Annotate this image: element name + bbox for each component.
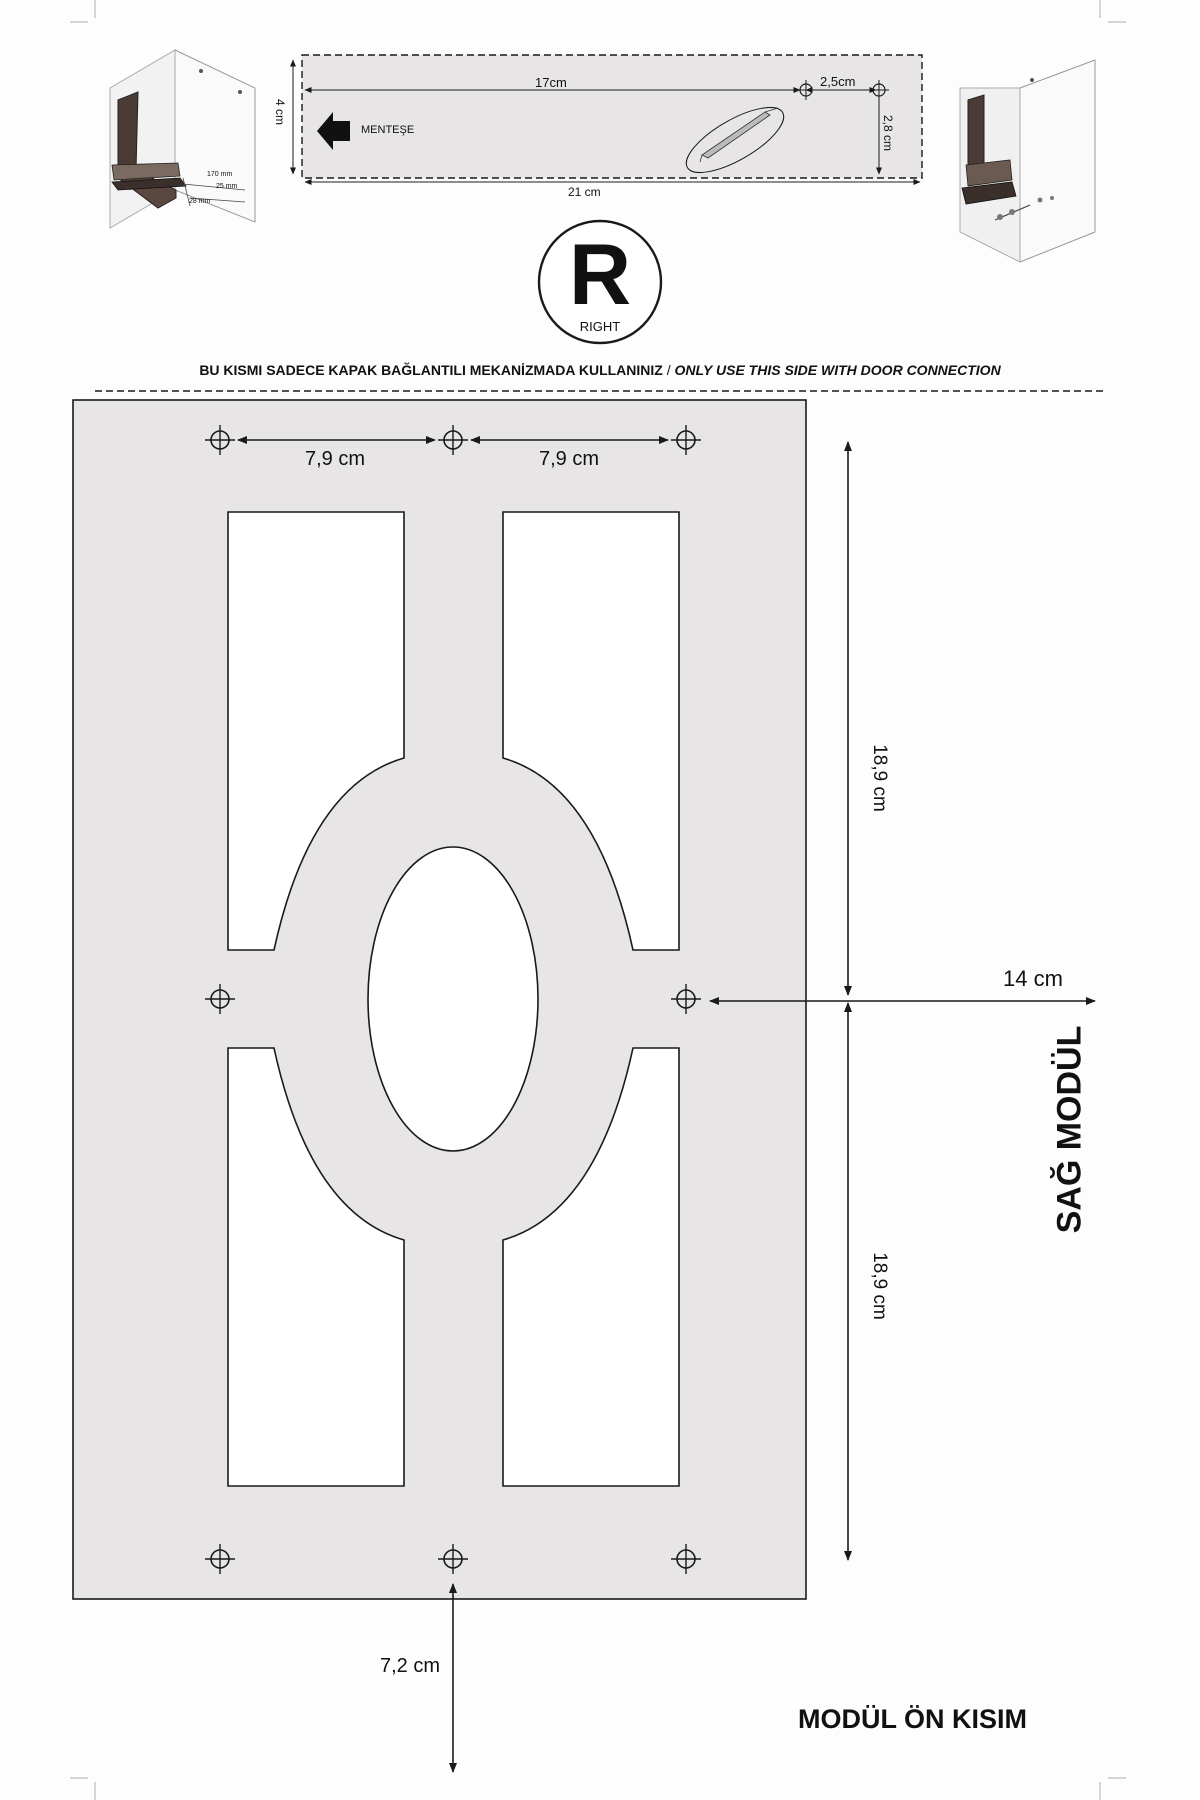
right-cabinet-illustration — [960, 60, 1095, 262]
bottom-offset-label: 7,2 cm — [380, 1655, 441, 1677]
hinge-total-label: 21 cm — [568, 185, 601, 199]
detail-dim-2: 25 mm — [216, 183, 238, 190]
instruction-en: ONLY USE THIS SIDE WITH DOOR CONNECTION — [674, 362, 1001, 378]
detail-dim-3: 28 mm — [189, 198, 211, 205]
hole-spacing-left-label: 7,9 cm — [305, 448, 366, 470]
upper-height-label: 18,9 cm — [869, 744, 890, 812]
hinge-offset-label: 2,5cm — [820, 74, 856, 89]
instruction-text — [0, 362, 1200, 378]
lower-height-label: 18,9 cm — [869, 1252, 890, 1320]
hinge-width-label: 17cm — [535, 75, 567, 90]
side-letter: R — [568, 227, 632, 323]
instruction-tr: BU KISMI SADECE KAPAK BAĞLANTILI MEKANİZMADA KULLANINIZ — [199, 362, 663, 378]
module-side-title: SAĞ MODÜL — [1050, 1025, 1089, 1234]
module-part-title: MODÜL ÖN KISIM — [798, 1704, 1027, 1734]
hinge-label: MENTEŞE — [361, 124, 415, 136]
left-cabinet-illustration — [110, 50, 255, 228]
hinge-depth-label: 2,8 cm — [881, 114, 895, 151]
detail-dim-1: 170 mm — [207, 171, 233, 178]
hinge-height-label: 4 cm — [273, 98, 287, 125]
side-caption: RIGHT — [579, 319, 621, 334]
side-offset-label: 14 cm — [1003, 966, 1063, 991]
hole-spacing-right-label: 7,9 cm — [539, 448, 600, 470]
instruction-separator: / — [666, 362, 671, 378]
